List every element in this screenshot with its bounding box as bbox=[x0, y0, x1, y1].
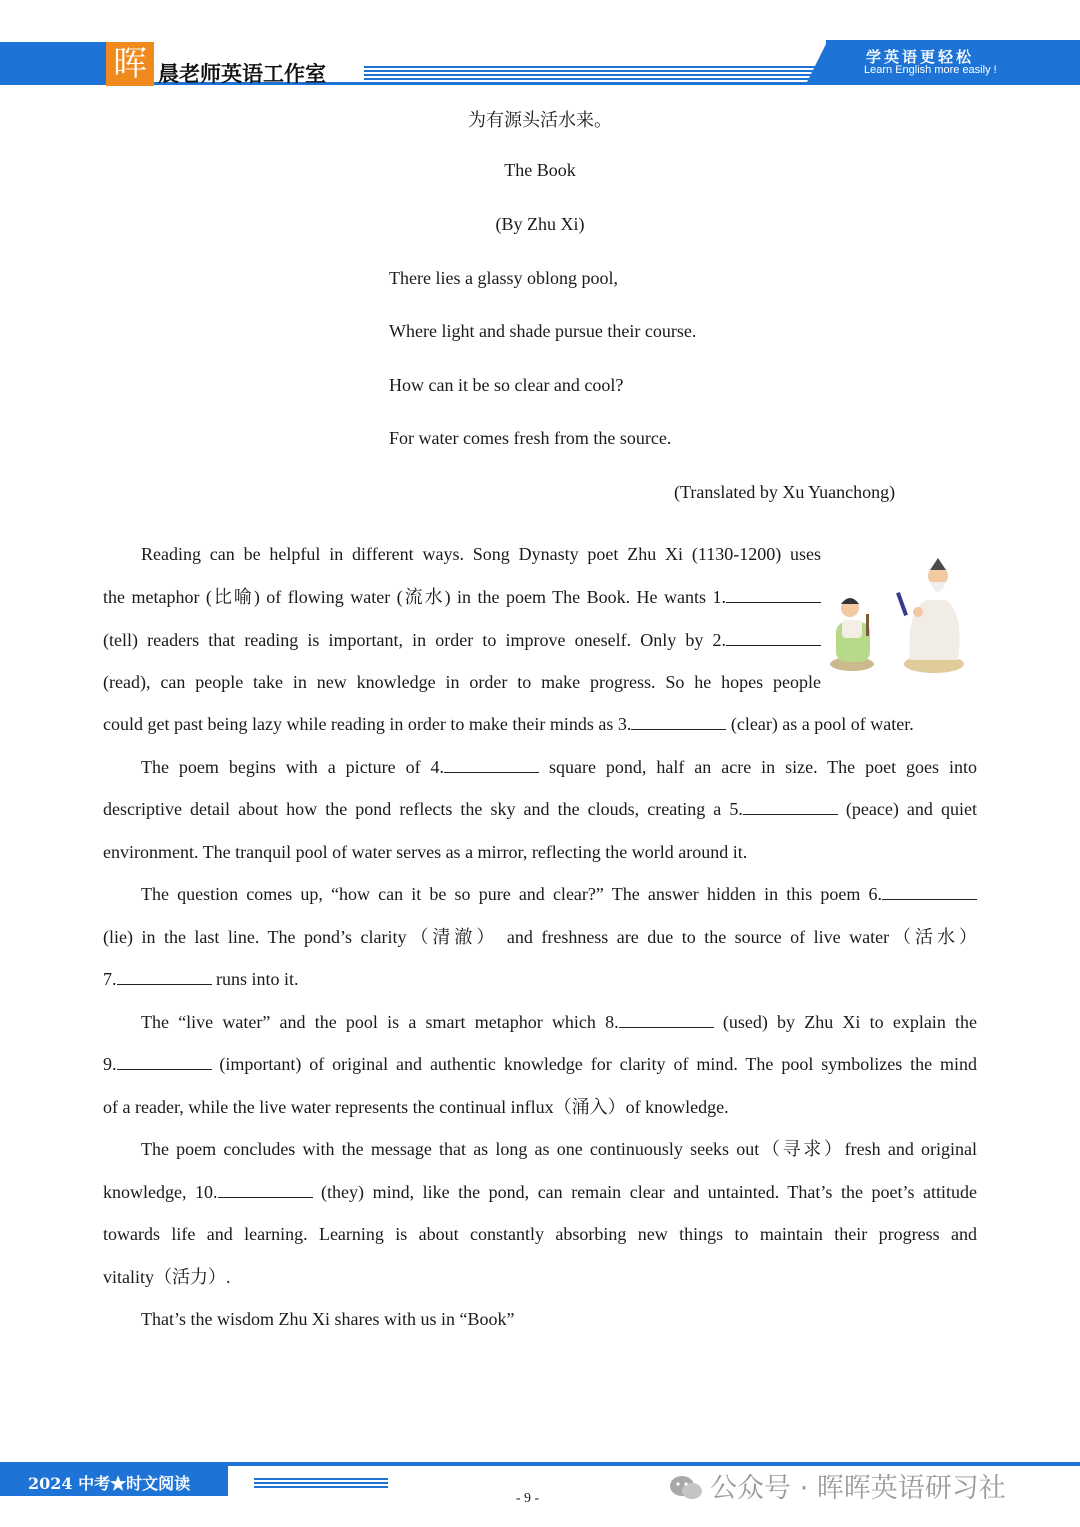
blank-2[interactable] bbox=[726, 627, 821, 646]
footer-stripes bbox=[254, 1478, 388, 1490]
blank-3[interactable] bbox=[631, 711, 726, 730]
scholars-illustration bbox=[826, 552, 976, 682]
passage-line: vitality（活力）. bbox=[103, 1267, 231, 1287]
translator-credit: (Translated by Xu Yuanchong) bbox=[674, 482, 896, 502]
passage-line: 9. (important) of original and authentic knowledge for clarity of mind. The pool symbolizes the mind bbox=[103, 1051, 977, 1077]
passage-line: of a reader, while the live water represents the continual influx（涌入）of knowledge. bbox=[103, 1097, 729, 1117]
passage-line: The poem begins with a picture of 4. square pond, half an acre in size. The poet goes into bbox=[141, 754, 977, 780]
blank-1[interactable] bbox=[726, 584, 821, 603]
poem-line: Where light and shade pursue their course. bbox=[389, 321, 697, 341]
passage-line: 7. runs into it. bbox=[103, 966, 977, 992]
passage-line: The “live water” and the pool is a smart metaphor which 8. (used) by Zhu Xi to explain the bbox=[141, 1009, 977, 1035]
passage-line: towards life and learning. Learning is about constantly absorbing new things to maintain their progress and bbox=[103, 1224, 977, 1244]
watermark bbox=[668, 1466, 1006, 1505]
passage-line: the metaphor (比喻) of flowing water (流水) in the poem The Book. He wants 1. bbox=[103, 584, 821, 610]
blank-4[interactable] bbox=[444, 754, 539, 773]
page-number: - 9 - bbox=[515, 1491, 540, 1506]
poem-author: (By Zhu Xi) bbox=[495, 214, 585, 234]
blank-8[interactable] bbox=[619, 1009, 714, 1028]
passage-line: (tell) readers that reading is important, in order to improve oneself. Only by 2. bbox=[103, 627, 821, 653]
passage-line: descriptive detail about how the pond reflects the sky and the clouds, creating a 5. (peace) and quiet bbox=[103, 796, 977, 822]
passage-line: could get past being lazy while reading in order to make their minds as 3. (clear) as a pool of water. bbox=[103, 711, 977, 737]
blank-7[interactable] bbox=[117, 966, 212, 985]
logo-icon: 晖 bbox=[106, 42, 154, 86]
header-left-bar bbox=[0, 42, 108, 82]
footer-label: 2024 中考★时文阅读 bbox=[28, 1474, 191, 1493]
slogan-cn: 学英语更轻松 bbox=[866, 48, 975, 66]
blank-5[interactable] bbox=[743, 796, 838, 815]
poem-line: There lies a glassy oblong pool, bbox=[389, 268, 618, 288]
header-stripes bbox=[364, 66, 819, 82]
poem-line: For water comes fresh from the source. bbox=[389, 428, 672, 448]
passage-line: That’s the wisdom Zhu Xi shares with us in “Book” bbox=[141, 1309, 515, 1329]
blank-6[interactable] bbox=[882, 881, 977, 900]
passage-line: (read), can people take in new knowledge in order to make progress. So he hopes people bbox=[103, 672, 821, 692]
poem-cn-tail: 为有源头活水来。 bbox=[468, 110, 612, 130]
blank-9[interactable] bbox=[117, 1051, 212, 1070]
passage-line: (lie) in the last line. The pond’s clarity（清澈） and freshness are due to the source of live water（活水） bbox=[103, 927, 977, 947]
poem-title: The Book bbox=[504, 160, 576, 180]
header-slash bbox=[806, 40, 828, 84]
slogan-en: Learn English more easily ! bbox=[864, 64, 997, 76]
passage-line: The question comes up, “how can it be so pure and clear?” The answer hidden in this poem 6. bbox=[141, 881, 977, 907]
wechat-icon bbox=[668, 1474, 704, 1502]
poem-line: How can it be so clear and cool? bbox=[389, 375, 624, 395]
passage-line: The poem concludes with the message that as long as one continuously seeks out（寻求）fresh and original bbox=[141, 1139, 977, 1159]
passage-line: Reading can be helpful in different ways. Song Dynasty poet Zhu Xi (1130-1200) uses bbox=[141, 544, 821, 564]
passage-line: knowledge, 10. (they) mind, like the pond, can remain clear and untainted. That’s the poet’s attitude bbox=[103, 1179, 977, 1205]
watermark-text: 公众号 · 晖晖英语研习社 bbox=[710, 1473, 1006, 1504]
blank-10[interactable] bbox=[218, 1179, 313, 1198]
passage-line: environment. The tranquil pool of water serves as a mirror, reflecting the world around it. bbox=[103, 842, 748, 862]
brand-name: 晨老师英语工作室 bbox=[158, 62, 326, 86]
